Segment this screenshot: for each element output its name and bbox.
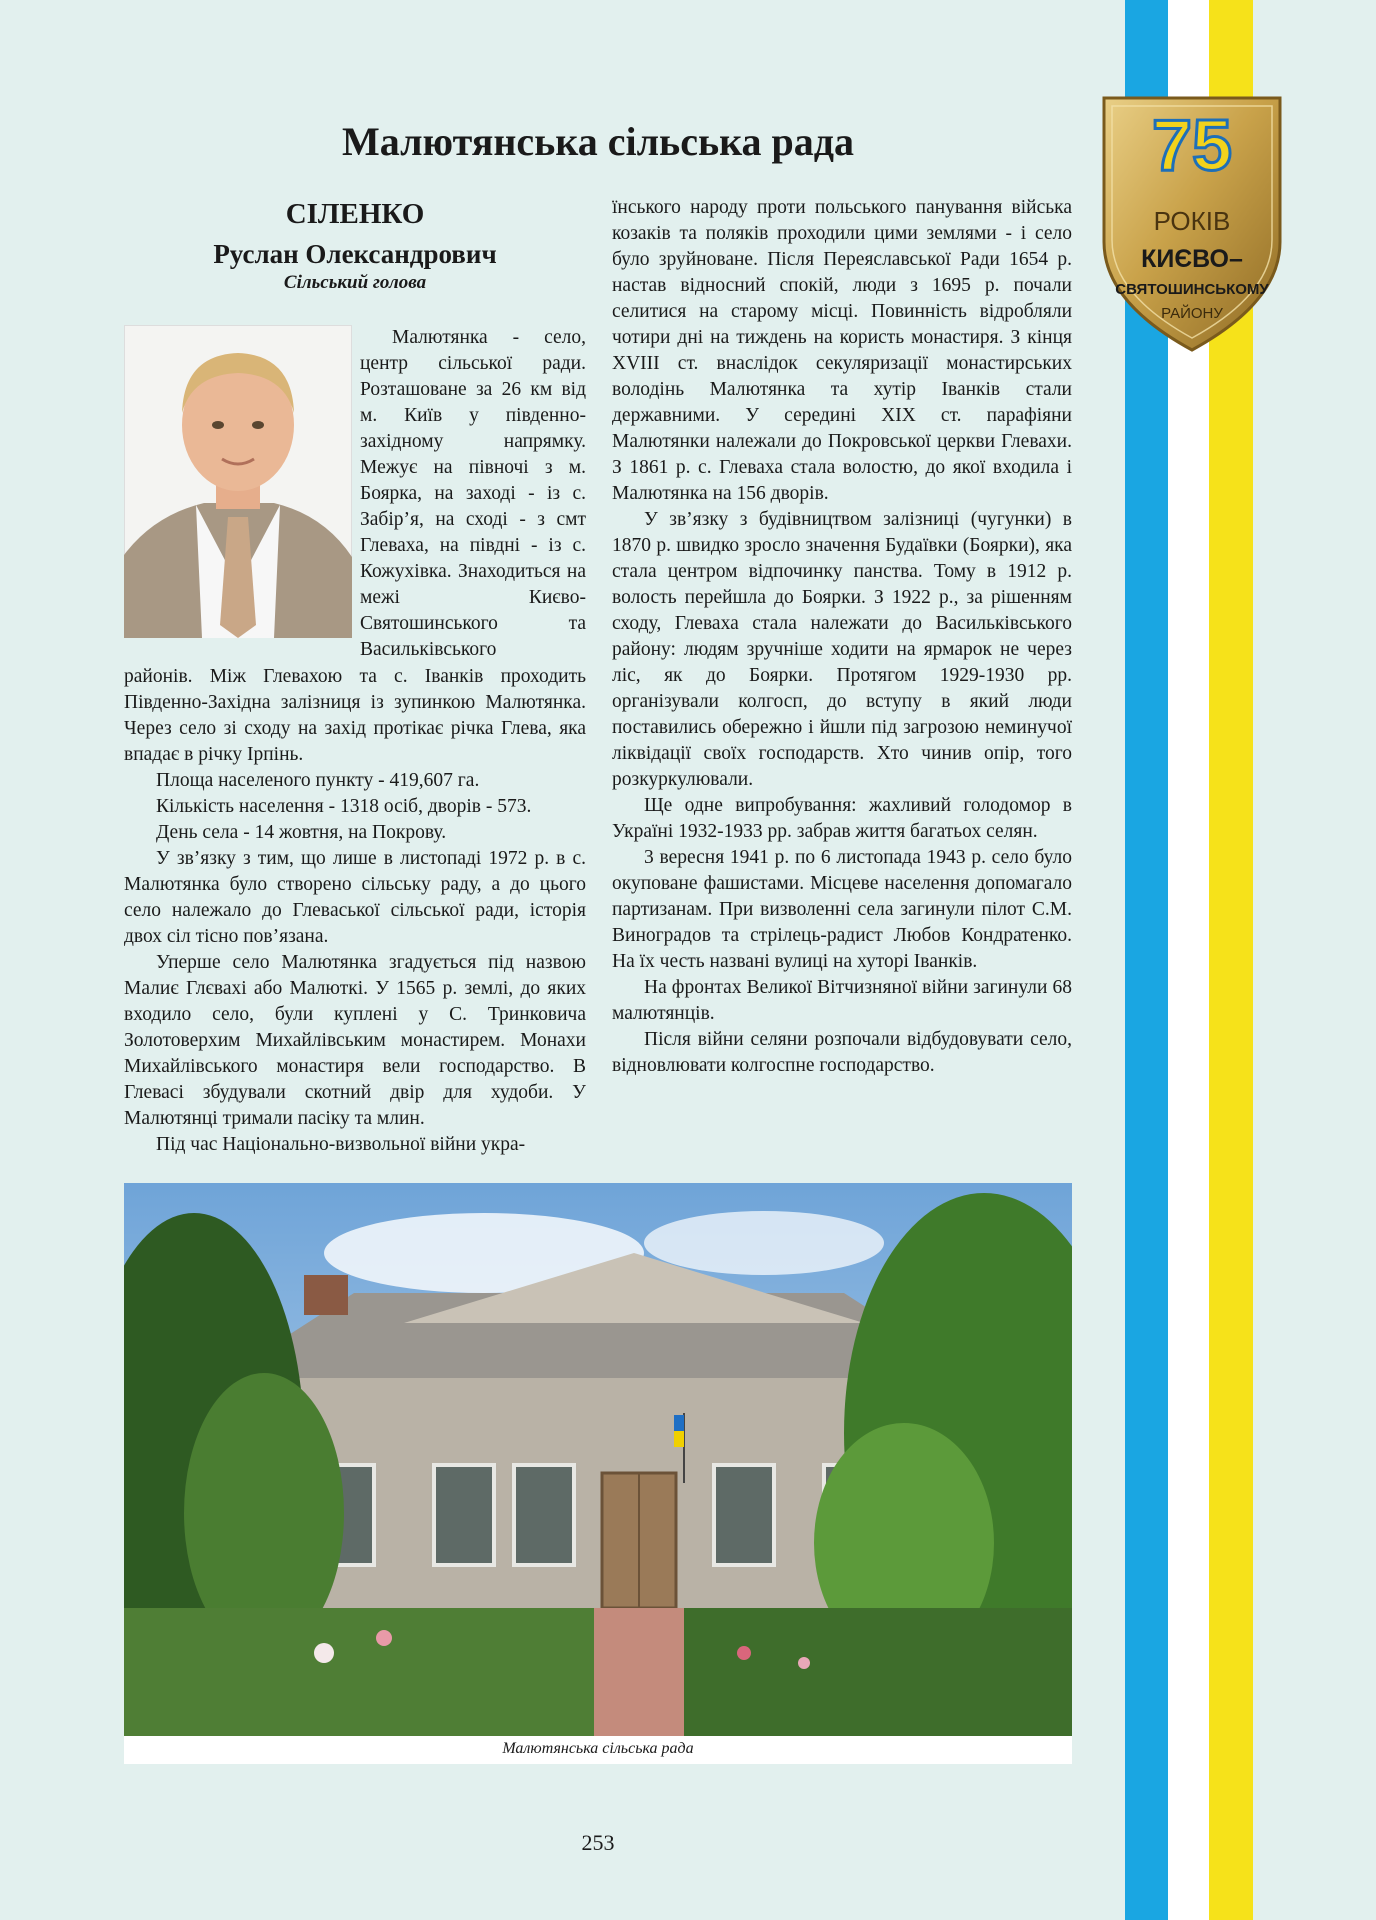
paragraph: На фронтах Великої Вітчизняної війни загинули 68 малютянців. [612,977,1072,1024]
paragraph: У зв’язку з будівництвом залізниці (чугунки) в 1870 р. швидко зросло значення Будаївки (Боярки), яка стала центром відпочинку панства. Тому в 1912 р. волость перейшла до Боярки. З 1922 р., за рішенням сходу, Глеваха стала належати до Васильківського району: людям зручніше ходити на ярмарок не через ліс, як до Боярки. Протягом 1929-1930 рр. організували колгосп, до вступу в який люди поставились обережно і йшли під загрозою неминучої ліквідації своїх господарств. Хто чинив опір, того розкуркулювали. [612,509,1072,790]
paragraph: День села - 14 жовтня, на Покрову. [156,822,447,843]
badge-number: 75 [1151,106,1233,186]
paragraph: Після війни селяни розпочали відбудовувати село, відновлювати колгоспне господарство. [612,1029,1072,1076]
paragraph: районів. Між Глевахою та с. Іванків проходить Південно-Західна залізниця із зупинкою Малютянка. Через село зі сходу на захід протікає річка Глева, яка впадає в річку Ірпінь. [124,666,586,765]
paragraph: Під час Національно-визвольної війни укра- [156,1134,526,1155]
badge-district-2: СВЯТОШИНСЬКОМУ [1115,281,1269,298]
person-surname: СІЛЕНКО [285,198,425,230]
paragraph: Уперше село Малютянка згадується під назвою Малиє Глєвахі або Малюткі. У 1565 р. землі, до яких входило село, були куплені у С. Тринковича Золотоверхим Михайлівським монастирем. Монахи Михайлівського монастиря вели господарство. В Глевасі збудували скотний двір для худоби. У Малютянці тримали пасіку та млин. [124,952,586,1129]
building-photo [124,1183,1072,1736]
paragraph: їнського народу проти польського панування війська козаків та поляків проходили цими землями - і село було зруйноване. Після Переяславської Ради 1654 р. настав відносний спокій, люди з 1695 р. почали селитися на старому місці. Повинність відробляли чотири дні на тиждень на користь монастиря. З кінця XVIII ст. внаслідок секуляризації монастирських володінь Малютянка та хутір Іванків стали державними. У середині ХІХ ст. парафіяни Малютянки належали до Покровської церкви Глевахи. З 1861 р. с. Глеваха стала волостю, до якої входила і Малютянка на 156 дворів. [612,197,1072,504]
text-column-right [612,195,1072,1079]
page-number: 253 [581,1830,615,1855]
photo-caption: Малютянська сільська рада [502,1740,694,1757]
paragraph: 3 вересня 1941 р. по 6 листопада 1943 р. село було окуповане фашистами. Місцеве населення допомагало партизанам. При визволенні села загинули пілот С.М. Виноградов та стрілець-радист Любов Кондратенко. На їх честь названі вулиці на хуторі Іванків. [612,847,1072,972]
paragraph: Ще одне випробування: жахливий голодомор в Україні 1932-1933 рр. забрав життя багатьох селян. [612,795,1072,842]
text-column-left [124,664,586,1158]
paragraph: Малютянка - село, центр сільської ради. Розташоване за 26 км від м. Київ у південно-західному напрямку. Межує на півночі з м. Боярка, на заході - із с. Забір’я, на сході - з смт Глеваха, на півдні - із с. Кожухівка. Знаходиться на межі Києво-Святошинського та Васильківського [360,327,586,660]
badge-district-3: РАЙОНУ [1161,305,1223,322]
badge-years: РОКІВ [1153,206,1231,236]
badge-district-1: КИЄВО– [1141,245,1243,273]
page-title: Малютянська сільська рада [341,119,855,164]
paragraph: Кількість населення - 1318 осіб, дворів - 573. [156,796,532,817]
person-name: Руслан Олександрович [213,239,497,269]
paragraph: Площа населеного пункту - 419,607 га. [156,770,480,791]
portrait-photo [124,325,352,638]
text-column-left-top [360,325,586,663]
anniversary-badge [1098,92,1286,356]
person-position: Сільський голова [283,272,427,293]
paragraph: У зв’язку з тим, що лише в листопаді 1972 р. в с. Малютянка було створено сільську раду, а до цього село належало до Глевaської сільської ради, історія двох сіл тісно пов’язана. [124,848,586,947]
